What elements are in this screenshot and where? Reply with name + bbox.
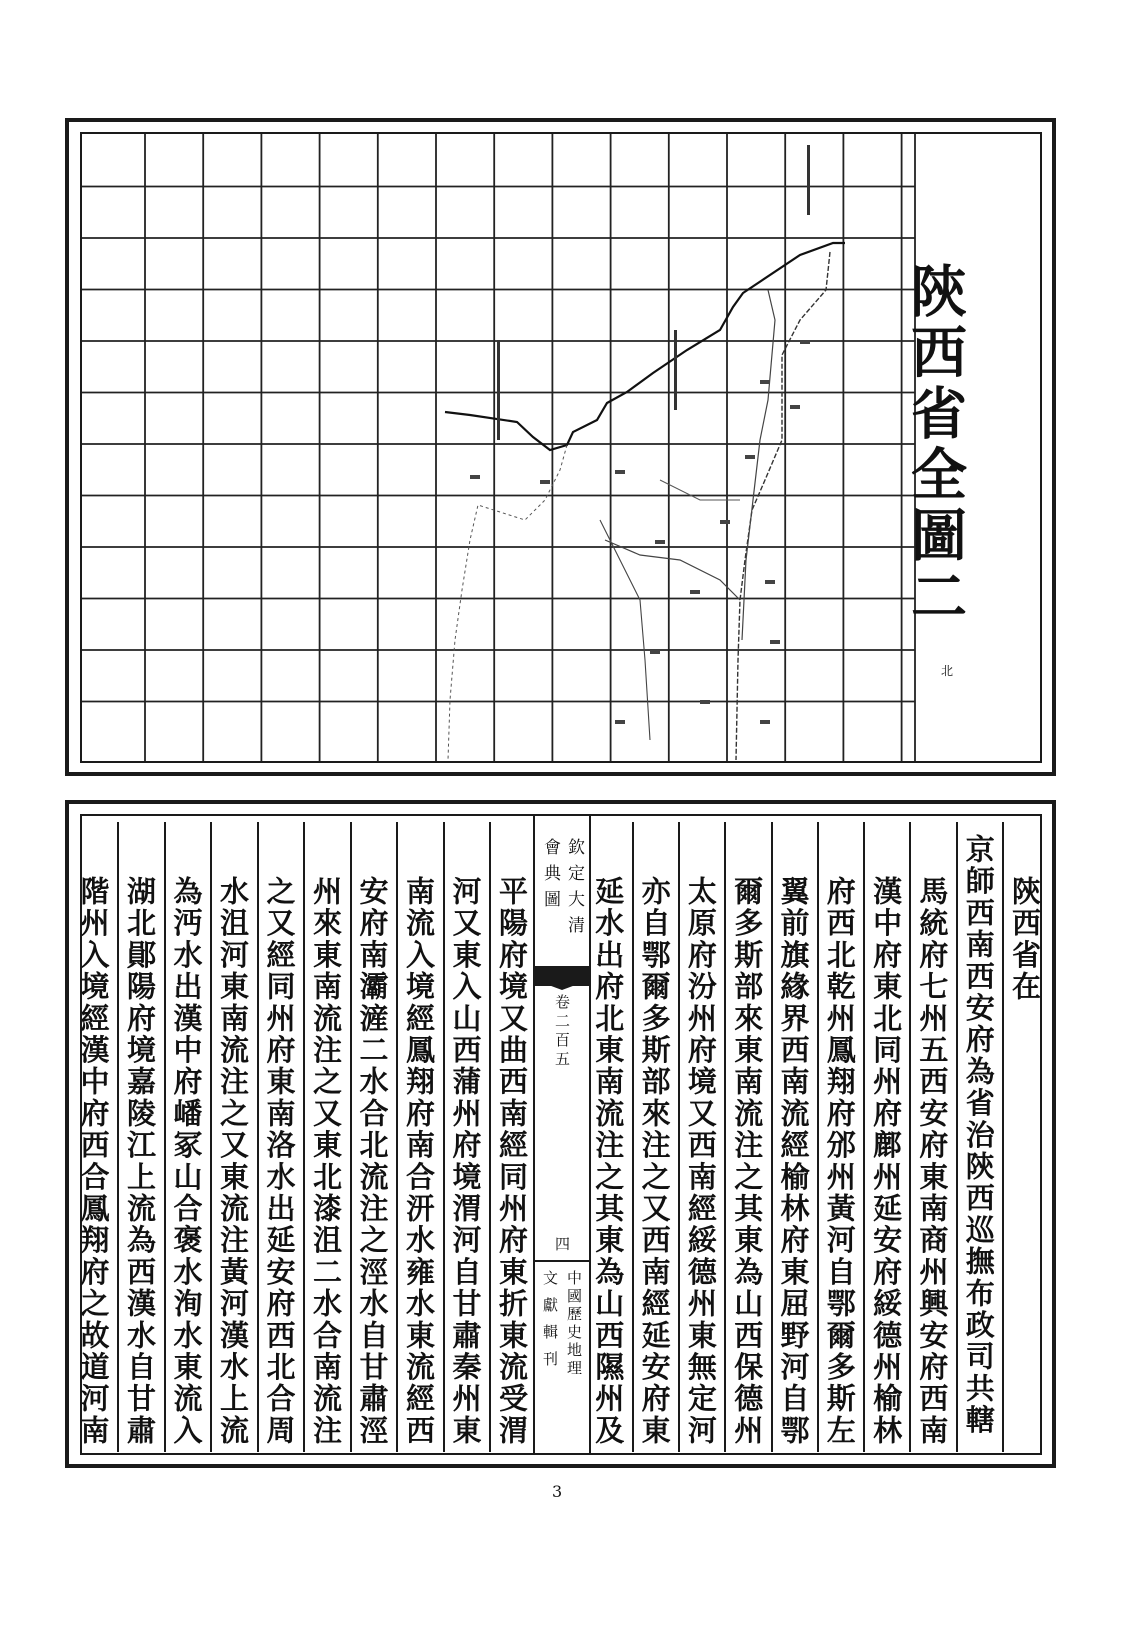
- book-title-right: 欽定大清: [564, 838, 584, 942]
- text-column: 為沔水出漢中府嶓冢山合褒水洵水東流入: [169, 876, 204, 1447]
- text-column: 安府南灞滻二水合北流注之涇水自甘肅涇: [355, 876, 390, 1447]
- volume-label: 卷二百五: [553, 994, 571, 1070]
- column-rule: [210, 822, 212, 1452]
- column-rule: [1002, 822, 1004, 1452]
- column-rule: [443, 822, 445, 1452]
- text-column: 府西北乾州鳳翔府邠州黃河自鄂爾多斯左: [822, 876, 857, 1447]
- text-column: 階州入境經漢中府西合鳳翔府之故道河南: [76, 876, 111, 1447]
- text-column: 水沮河東南流注之又東流注黃河漢水上流: [216, 876, 250, 1447]
- page-number: 3: [552, 1482, 563, 1501]
- column-rule: [909, 822, 911, 1452]
- text-column: 湖北鄖陽府境嘉陵江上流為西漢水自甘肅: [123, 876, 157, 1447]
- place-marker: [765, 580, 775, 584]
- river-line: [600, 520, 650, 740]
- series-title-left: 文獻輯刊: [541, 1270, 559, 1378]
- place-marker: [720, 520, 730, 524]
- column-rule: [117, 822, 119, 1452]
- column-rule: [863, 822, 865, 1452]
- column-rule: [678, 822, 680, 1452]
- vertical-map-label: [674, 330, 677, 410]
- text-column: 馬統府七州五西安府東南商州興安府西南: [915, 876, 950, 1447]
- column-rule: [164, 822, 166, 1452]
- text-column: 京師西南西安府為省治陝西巡撫布政司共轄: [961, 834, 996, 1437]
- column-rule: [350, 822, 352, 1452]
- text-column: 州來東南流注之又東北漆沮二水合南流注: [309, 876, 343, 1447]
- column-rule: [303, 822, 305, 1452]
- vertical-map-label: [807, 145, 810, 215]
- book-title-left: 會典圖: [540, 838, 560, 916]
- river-line: [742, 290, 775, 640]
- center-margin-panel: [533, 816, 591, 1454]
- place-marker: [615, 720, 625, 724]
- column-rule: [817, 822, 819, 1452]
- column-rule: [396, 822, 398, 1452]
- place-marker: [655, 540, 665, 544]
- column-rule: [771, 822, 773, 1452]
- place-marker: [540, 480, 550, 484]
- river-line: [660, 480, 740, 500]
- fishtail-mark: [535, 966, 589, 986]
- vertical-map-label: [497, 340, 500, 440]
- column-rule: [956, 822, 958, 1452]
- text-column: 漢中府東北同州府鄜州延安府綏德州榆林: [869, 876, 904, 1447]
- place-marker: [615, 470, 625, 474]
- place-marker: [470, 475, 480, 479]
- column-rule: [724, 822, 726, 1452]
- text-column: 延水出府北東南流注之其東為山西隰州及: [591, 876, 626, 1447]
- text-column: 翼前旗緣界西南流經榆林府東屈野河自鄂: [776, 876, 811, 1447]
- place-marker: [745, 455, 755, 459]
- map-title: 陝西省全圖二: [902, 262, 968, 628]
- text-column: 河又東入山西蒲州府境渭河自甘肅秦州東: [448, 876, 483, 1447]
- place-marker: [650, 650, 660, 654]
- map-graphic: [82, 134, 1040, 761]
- place-marker: [760, 720, 770, 724]
- place-marker: [700, 700, 710, 704]
- text-column: 平陽府境又曲西南經同州府東折東流受渭: [495, 876, 529, 1447]
- column-rule: [632, 822, 634, 1452]
- series-title-right: 中國歷史地理: [565, 1270, 583, 1378]
- panel-divider: [535, 1260, 589, 1262]
- column-rule: [257, 822, 259, 1452]
- text-column: 亦自鄂爾多斯部來注之又西南經延安府東: [637, 876, 672, 1447]
- place-marker: [800, 340, 810, 344]
- north-label: 北: [941, 664, 954, 678]
- leaf-number: 四: [553, 1236, 571, 1260]
- text-column: 南流入境經鳳翔府南合汧水雍水東流經西: [402, 876, 436, 1447]
- text-column: 陝西省在: [1008, 876, 1042, 1003]
- place-marker: [770, 640, 780, 644]
- east-boundary-line: [736, 252, 830, 760]
- text-column: 之又經同州府東南洛水出延安府西北合周: [262, 876, 297, 1447]
- text-column: 爾多斯部來東南流注之其東為山西保德州: [730, 876, 765, 1447]
- place-marker: [790, 405, 800, 409]
- column-rule: [489, 822, 491, 1452]
- west-boundary-line: [448, 445, 567, 760]
- text-column: 太原府汾州府境又西南經綏德州東無定河: [683, 876, 718, 1447]
- place-marker: [760, 380, 770, 384]
- place-marker: [690, 590, 700, 594]
